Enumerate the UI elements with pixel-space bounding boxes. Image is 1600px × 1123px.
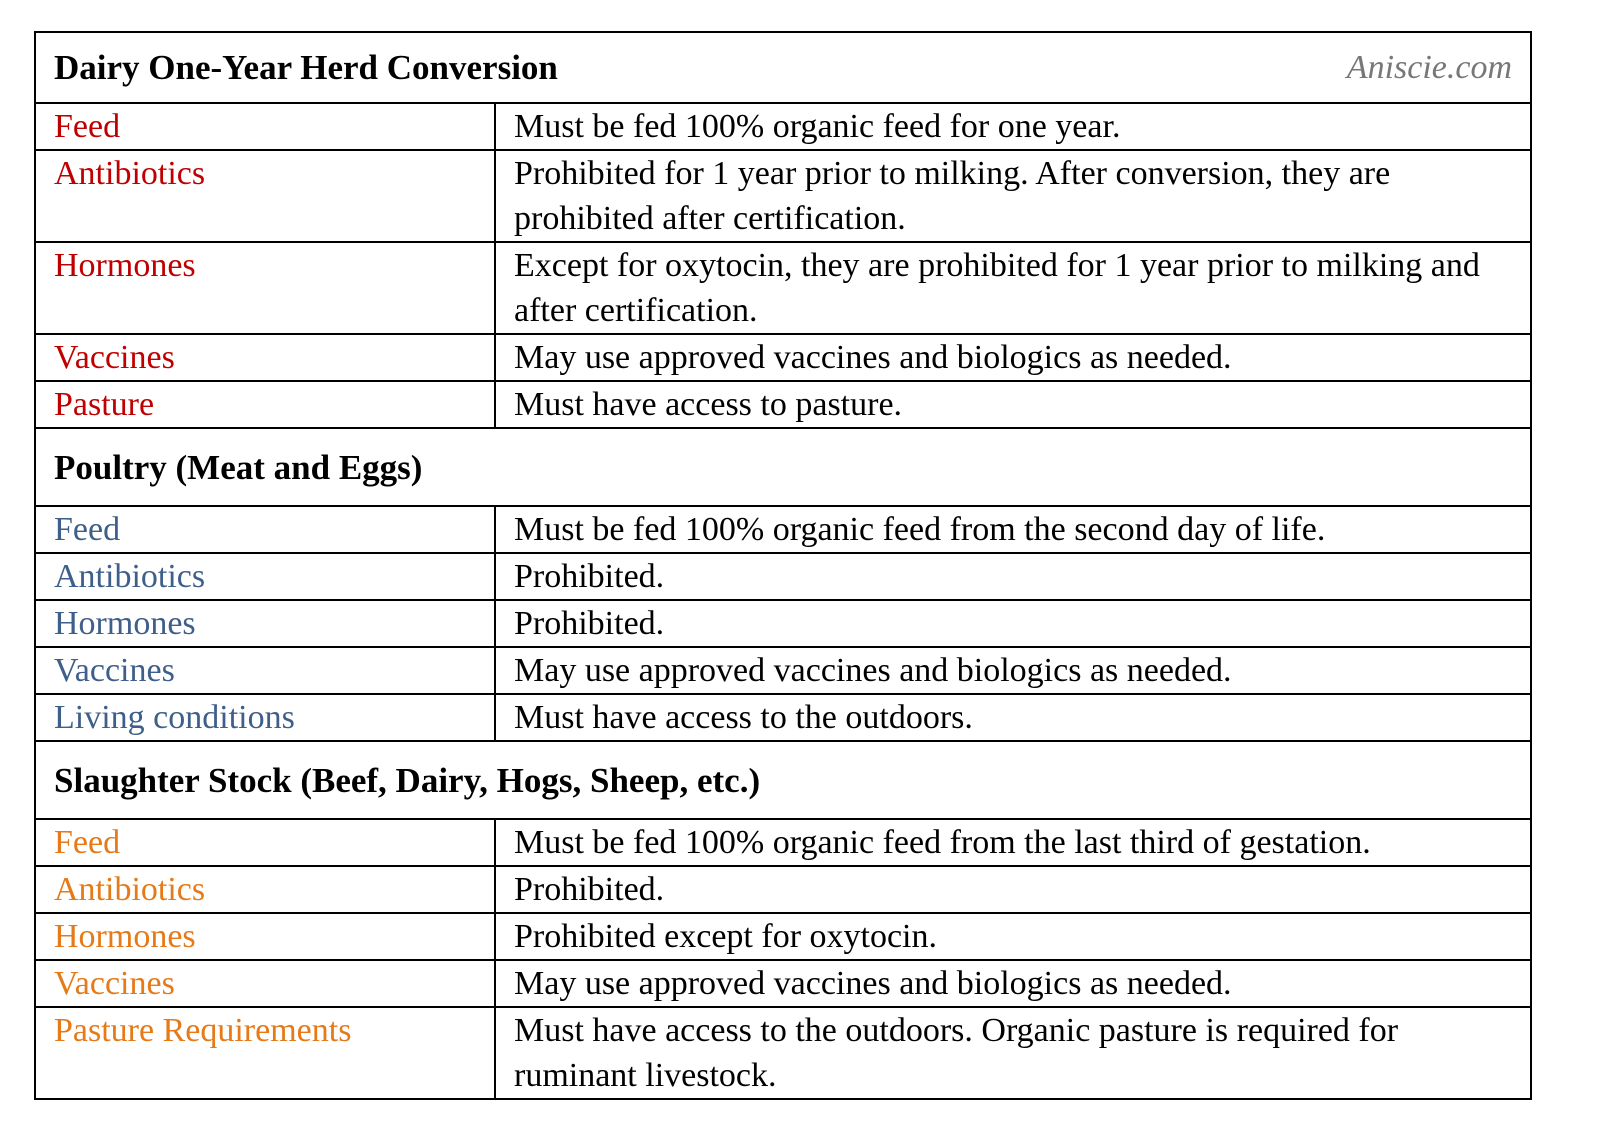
row-description: May use approved vaccines and biologics as needed. xyxy=(495,960,1531,1007)
row-description: Must have access to the outdoors. Organic pasture is required for ruminant livestock. xyxy=(495,1007,1531,1099)
row-description: Prohibited except for oxytocin. xyxy=(495,913,1531,960)
row-description: Prohibited. xyxy=(495,553,1531,600)
table-row xyxy=(35,913,1531,960)
table-row xyxy=(35,1007,1531,1099)
table-row xyxy=(35,819,1531,866)
row-label-pasture: Pasture xyxy=(35,381,495,428)
row-label-feed: Feed xyxy=(35,506,495,553)
row-description: Prohibited. xyxy=(495,600,1531,647)
row-description: Must have access to pasture. xyxy=(495,381,1531,428)
dairy-section-title: Dairy One-Year Herd Conversion xyxy=(54,48,558,87)
row-description: Must have access to the outdoors. xyxy=(495,694,1531,741)
row-label-antibiotics: Antibiotics xyxy=(35,150,495,242)
row-label-hormones: Hormones xyxy=(35,913,495,960)
row-label-antibiotics: Antibiotics xyxy=(35,553,495,600)
row-description: May use approved vaccines and biologics as needed. xyxy=(495,334,1531,381)
row-label-vaccines: Vaccines xyxy=(35,960,495,1007)
row-description: Prohibited for 1 year prior to milking. After conversion, they are prohibited after certification. xyxy=(495,150,1531,242)
dairy-header-cell xyxy=(35,32,1531,103)
brand-watermark: Aniscie.com xyxy=(1346,49,1513,86)
table-row xyxy=(35,150,1531,242)
table-row xyxy=(35,600,1531,647)
row-description: May use approved vaccines and biologics as needed. xyxy=(495,647,1531,694)
row-label-vaccines: Vaccines xyxy=(35,647,495,694)
row-label-vaccines: Vaccines xyxy=(35,334,495,381)
dairy-header-row xyxy=(35,32,1531,103)
row-label-hormones: Hormones xyxy=(35,242,495,334)
row-label-pasture-requirements: Pasture Requirements xyxy=(35,1007,495,1099)
slaughter-section-title: Slaughter Stock (Beef, Dairy, Hogs, Sheep, etc.) xyxy=(35,741,1531,819)
row-label-antibiotics: Antibiotics xyxy=(35,866,495,913)
poultry-header-row xyxy=(35,428,1531,506)
poultry-section-title: Poultry (Meat and Eggs) xyxy=(35,428,1531,506)
table-row xyxy=(35,960,1531,1007)
table-row xyxy=(35,381,1531,428)
row-description: Except for oxytocin, they are prohibited for 1 year prior to milking and after certification. xyxy=(495,242,1531,334)
table-row xyxy=(35,103,1531,150)
table-row xyxy=(35,866,1531,913)
row-description: Must be fed 100% organic feed from the second day of life. xyxy=(495,506,1531,553)
row-description: Must be fed 100% organic feed from the last third of gestation. xyxy=(495,819,1531,866)
row-label-feed: Feed xyxy=(35,103,495,150)
row-description: Prohibited. xyxy=(495,866,1531,913)
table-row xyxy=(35,694,1531,741)
row-label-hormones: Hormones xyxy=(35,600,495,647)
table-row xyxy=(35,334,1531,381)
row-label-living-conditions: Living conditions xyxy=(35,694,495,741)
table-row xyxy=(35,647,1531,694)
table-row xyxy=(35,506,1531,553)
row-description: Must be fed 100% organic feed for one year. xyxy=(495,103,1531,150)
slaughter-header-row xyxy=(35,741,1531,819)
table-row xyxy=(35,553,1531,600)
organic-livestock-table xyxy=(34,31,1532,1100)
table-row xyxy=(35,242,1531,334)
row-label-feed: Feed xyxy=(35,819,495,866)
